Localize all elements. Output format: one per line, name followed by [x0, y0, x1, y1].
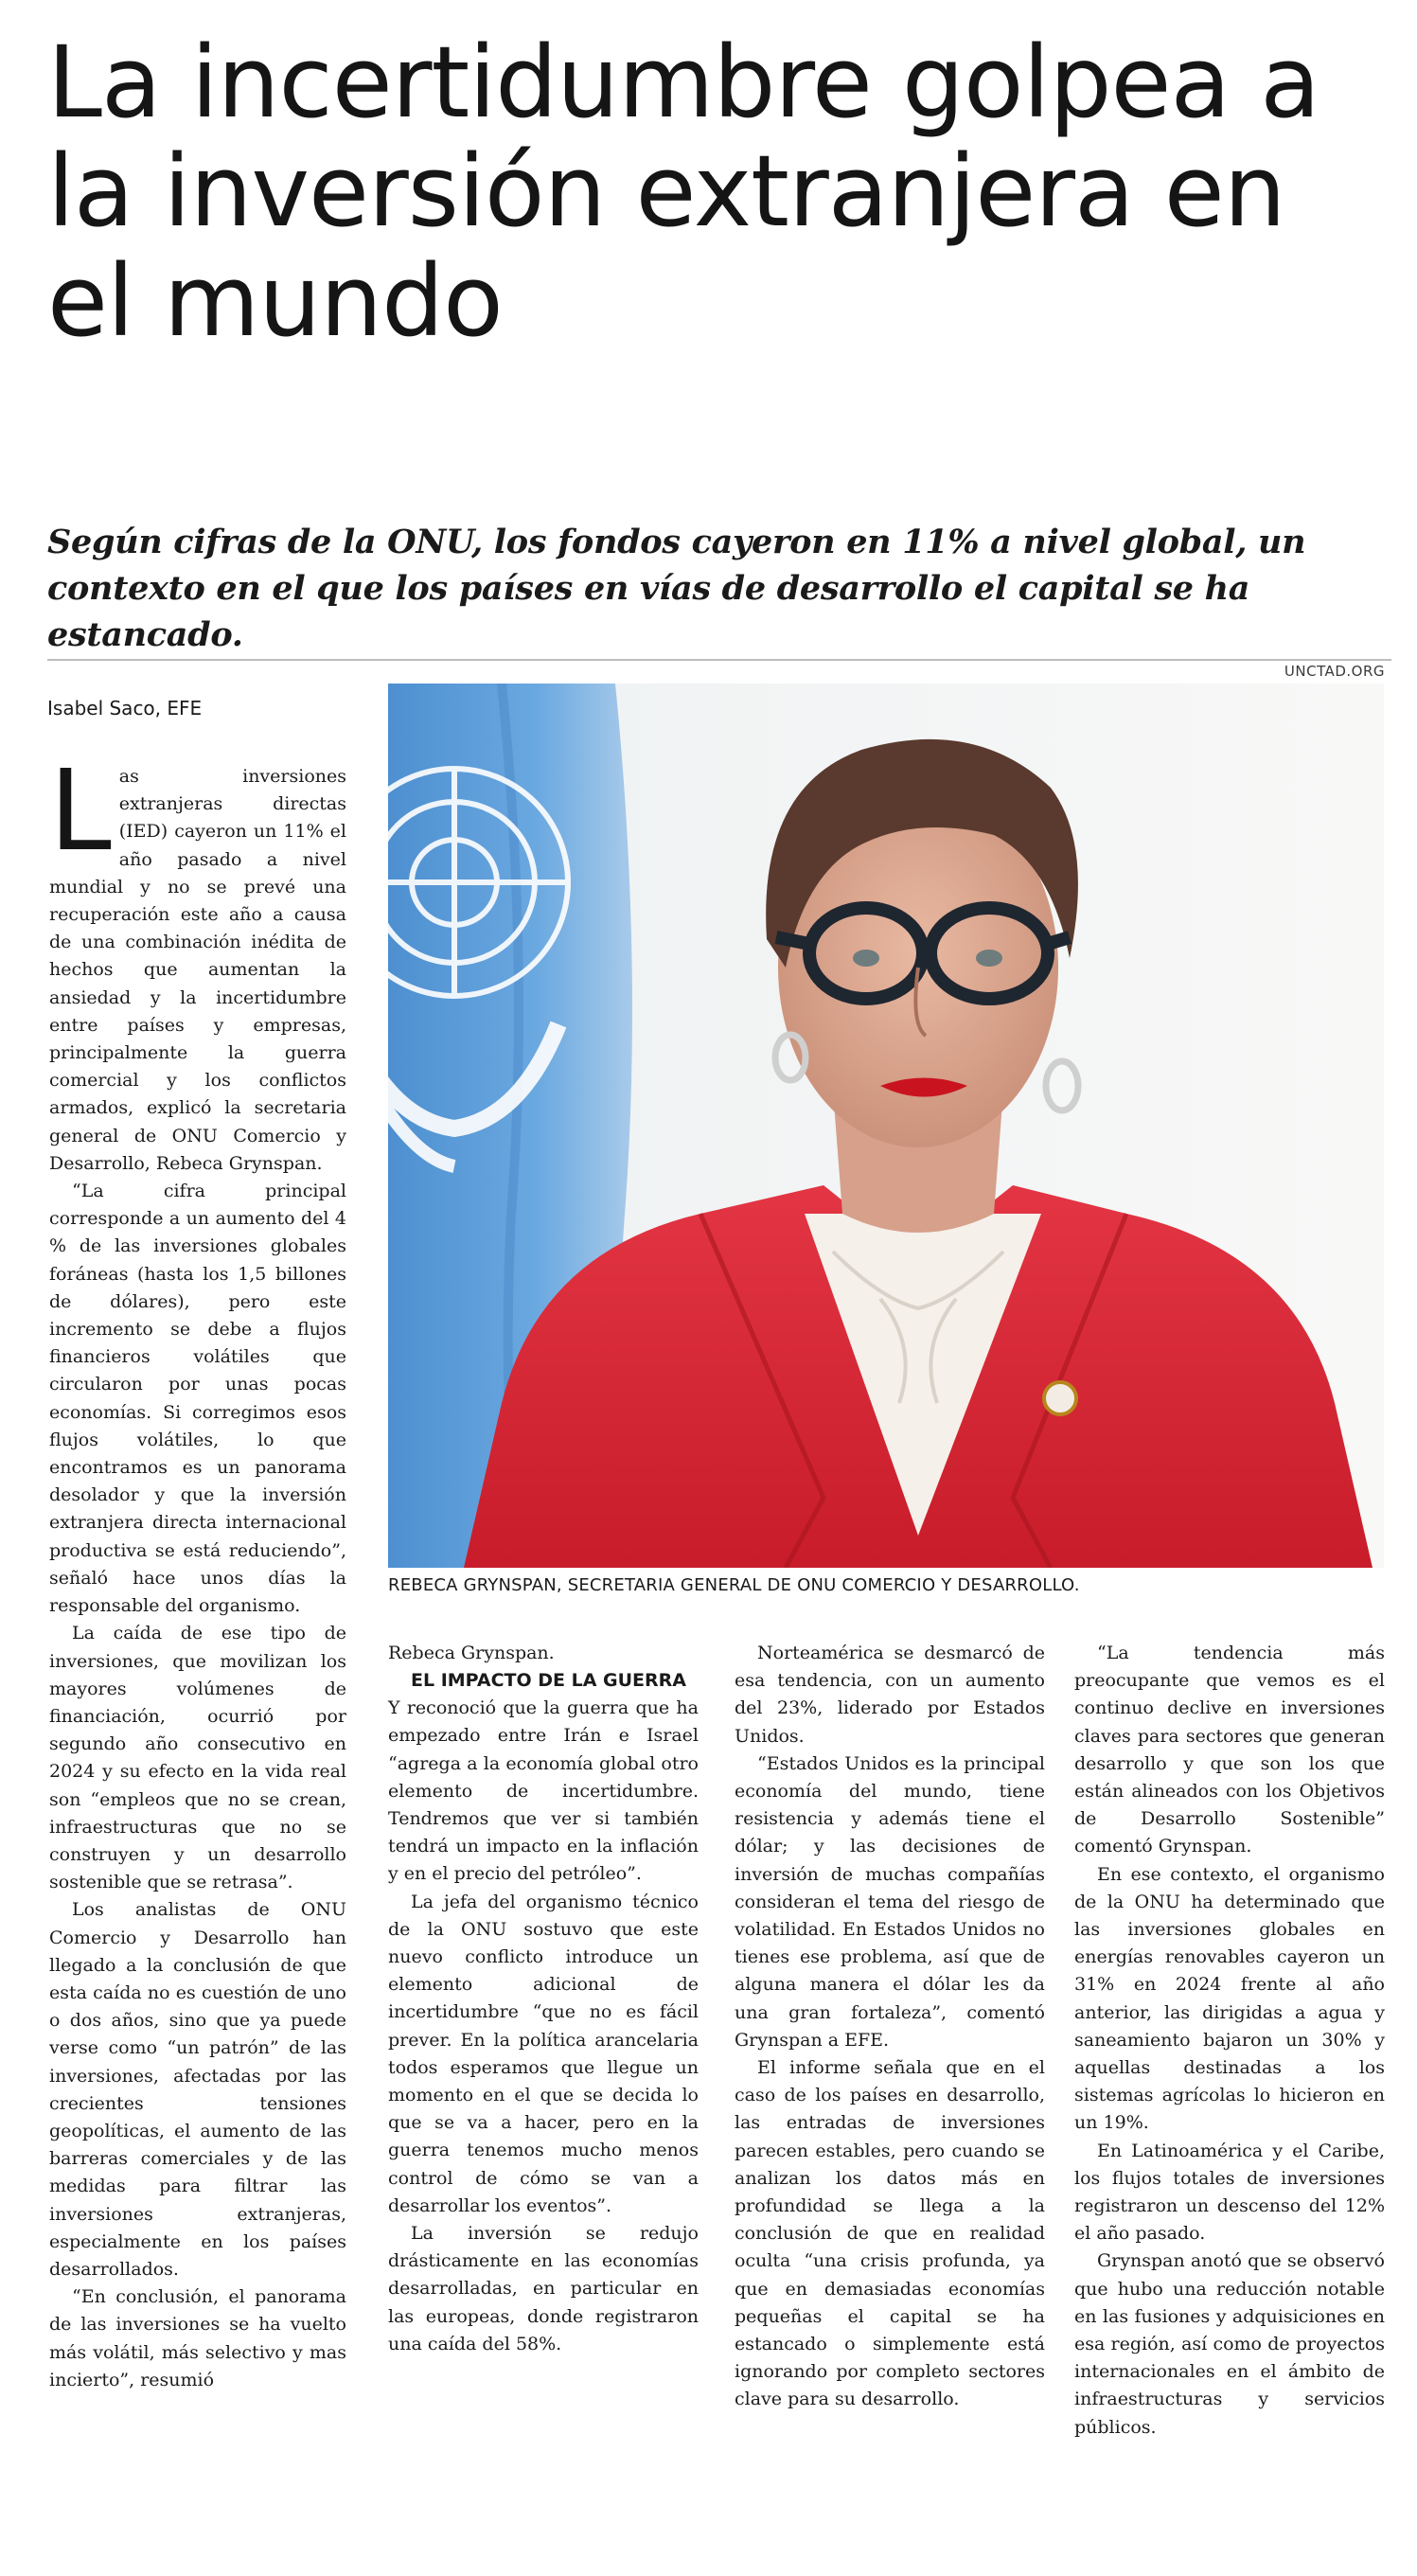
article-paragraph: La jefa del organismo técnico de la ONU sostuvo que este nuevo conflicto introduce un elemento adicional de incertidumbre “que no es fácil prever. En la política arancelaria todos esperamos que llegue un momento en el que se decida lo que se va a hacer, pero en la guerra tenemos mucho menos control de cómo se van a desarrollar los eventos”. — [388, 1891, 699, 2216]
article-paragraph: El informe señala que en el caso de los países en desarrollo, las entradas de inversiones parecen estables, pero cuando se analizan los datos más en profundidad se llega a la conclusión de que en realidad oculta “una crisis profunda, ya que en demasiadas economías pequeñas el capital se ha estancado o simplemente está ignorando por completo sectores clave para su desarrollo. — [735, 2057, 1045, 2410]
article-paragraph: La caída de ese tipo de inversiones, que movilizan los mayores volúmenes de financiación, ocurrió por segundo año consecutivo en 2024 y su efecto en la vida real son “empleos que no se crean, infraestructuras que no se construyen y un desarrollo sostenible que se retrasa”. — [49, 1623, 346, 1893]
article-column-2 — [388, 1640, 699, 2358]
article-paragraph: “En conclusión, el panorama de las inversiones se ha vuelto más volátil, más selectivo y mas incierto”, resumió — [49, 2286, 346, 2390]
article-paragraph: Grynspan anotó que se observó que hubo una reducción notable en las fusiones y adquisiciones en esa región, así como de proyectos internacionales en el ámbito de infraestructuras y servicios públicos. — [1074, 2250, 1385, 2438]
photo-caption: REBECA GRYNSPAN, SECRETARIA GENERAL DE ONU COMERCIO Y DESARROLLO. — [388, 1575, 1080, 1595]
photo-credit: UNCTAD.ORG — [1284, 663, 1385, 680]
headline: La incertidumbre golpea a la inversión extranjera en el mundo — [47, 25, 1320, 359]
article-paragraph: La inversión se redujo drásticamente en las economías desarrolladas, en particular en las europeas, donde registraron una caída del 58%. — [388, 2223, 699, 2354]
article-photo — [388, 684, 1384, 1568]
article-column-4 — [1074, 1640, 1385, 2442]
section-subhead: EL IMPACTO DE LA GUERRA — [411, 1670, 686, 1692]
article-paragraph: Los analistas de ONU Comercio y Desarrollo han llegado a la conclusión de que esta caída no es cuestión de uno o dos años, sino que ya puede verse como “un patrón” de las inversiones, afectadas por las crecientes tensiones geopolíticas, el aumento de las barreras comerciales y de las medidas para filtrar las inversiones extranjeras, especialmente en los países desarrollados. — [49, 1899, 346, 2280]
article-paragraph: “La cifra principal corresponde a un aumento del 4 % de las inversiones globales foráneas (hasta los 1,5 billones de dólares), pero este incremento se debe a flujos financieros volátiles que circularon por unas pocas economías. Si corregimos esos flujos volátiles, lo que encontramos es un panorama desolador y que la inversión extranjera directa internacional productiva se está reduciendo”, señaló hace unos días la responsable del organismo. — [49, 1181, 346, 1617]
article-paragraph: En Latinoamérica y el Caribe, los flujos totales de inversiones registraron un descenso del 12% el año pasado. — [1074, 2140, 1385, 2245]
article-paragraph: Rebeca Grynspan. — [388, 1643, 555, 1663]
article-paragraph: “Estados Unidos es la principal economía del mundo, tiene resistencia y además tiene el dólar; y las decisiones de inversión de muchas compañías consideran el tema del riesgo de volatilidad. En Estados Unidos no tienes ese problema, así que de alguna manera el dólar les da una gran fortaleza”, comentó Grynspan a EFE. — [735, 1752, 1045, 2051]
article-paragraph: Y reconoció que la guerra que ha empezado entre Irán e Israel “agrega a la economía global otro elemento de incertidumbre. Tendremos que ver si también tendrá un impacto en la inflación y en el precio del petróleo”. — [388, 1697, 699, 1885]
article-column-1 — [49, 745, 346, 2394]
sdg-pin-icon — [1044, 1382, 1076, 1414]
article-paragraph: Norteamérica se desmarcó de esa tendencia, con un aumento del 23%, liderado por Estados Unidos. — [735, 1643, 1045, 1747]
deck-subtitle: Según cifras de la ONU, los fondos cayeron en 11% a nivel global, un contexto en el que los países en vías de desarrollo el capital se ha estancado. — [47, 523, 1306, 654]
article-paragraph: Las inversiones extranjeras directas (IED) cayeron un 11% el año pasado a nivel mundial y no se prevé una recuperación este año a causa de una combinación inédita de hechos que aumentan la ansiedad y la incertidumbre entre países y empresas, principalmente la guerra comercial y los conflictos armados, explicó la secretaria general de ONU Comercio y Desarrollo, Rebeca Grynspan. — [49, 745, 346, 1174]
article-paragraph: “La tendencia más preocupante que vemos es el continuo declive en inversiones claves para sectores que generan desarrollo y que son los que están alineados con los Objetivos de Desarrollo Sostenible” comentó Grynspan. — [1074, 1643, 1385, 1857]
byline: Isabel Saco, EFE — [47, 697, 203, 720]
article-column-3 — [735, 1640, 1045, 2414]
article-paragraph: En ese contexto, el organismo de la ONU ha determinado que las inversiones globales en energías renovables cayeron un 31% en 2024 frente al año anterior, las dirigidas a agua y saneamiento bajaron un 30% y aquellas destinadas a los sistemas agrícolas lo hicieron en un 19%. — [1074, 1863, 1385, 2134]
divider-rule — [47, 659, 1391, 661]
drop-cap: L — [49, 745, 112, 876]
portrait-illustration — [388, 684, 1384, 1568]
